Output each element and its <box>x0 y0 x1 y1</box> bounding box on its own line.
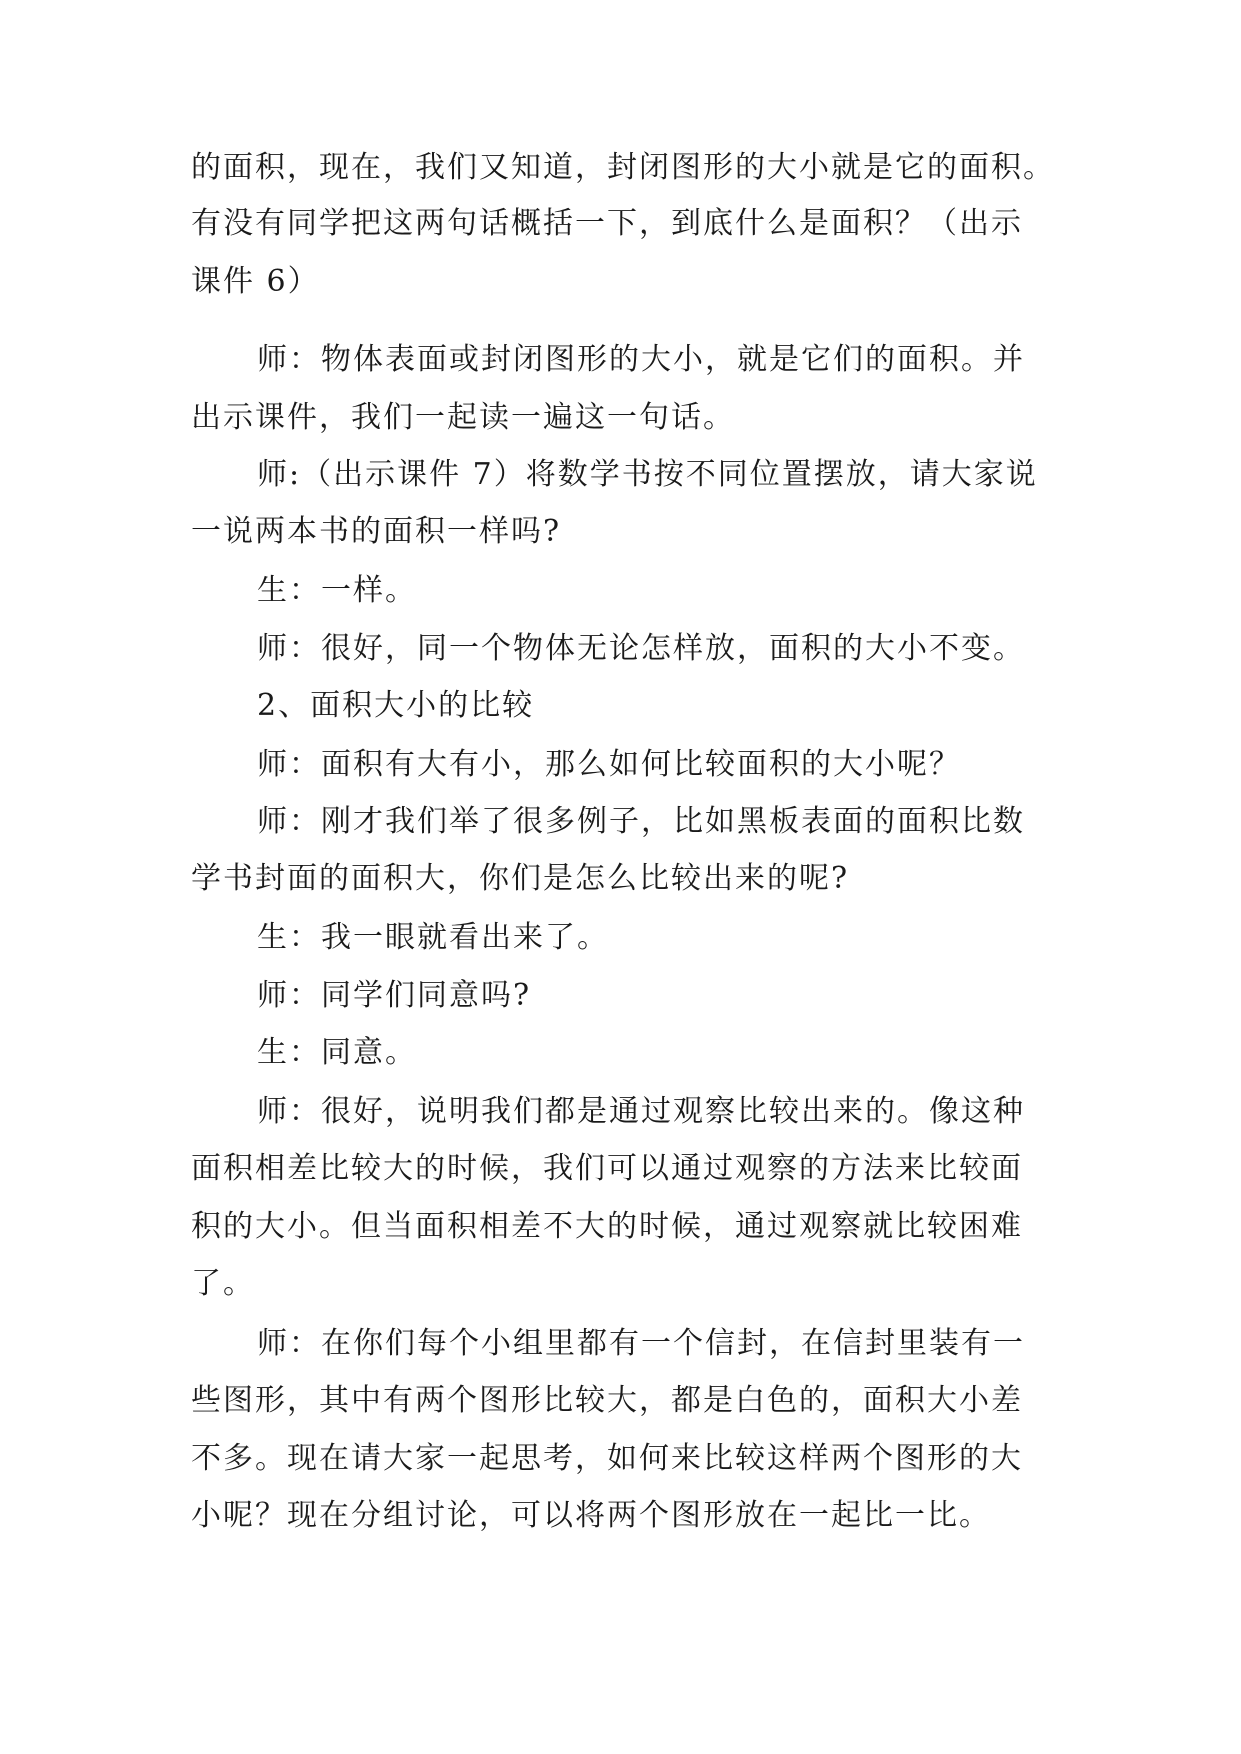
text-line: 有没有同学把这两句话概括一下，到底什么是面积？（出示 <box>191 206 1023 241</box>
text-line: 师：在你们每个小组里都有一个信封，在信封里装有一 <box>257 1326 1025 1361</box>
text-line: 积的大小。但当面积相差不大的时候，通过观察就比较困难 <box>191 1209 1023 1244</box>
text-line: 出示课件，我们一起读一遍这一句话。 <box>191 400 735 435</box>
text-line: 些图形，其中有两个图形比较大，都是白色的，面积大小差 <box>191 1383 1023 1418</box>
text-line: 了。 <box>191 1266 255 1301</box>
text-line: 师：物体表面或封闭图形的大小，就是它们的面积。并 <box>257 342 1025 377</box>
text-line: 师：同学们同意吗? <box>257 978 532 1013</box>
text-line: 师：很好，说明我们都是通过观察比较出来的。像这种 <box>257 1094 1025 1129</box>
text-line: 小呢？现在分组讨论，可以将两个图形放在一起比一比。 <box>191 1498 991 1533</box>
text-line: 师:（出示课件 7）将数学书按不同位置摆放，请大家说 <box>257 457 1038 492</box>
text-line: 生：一样。 <box>257 573 417 608</box>
text-line: 生：同意。 <box>257 1035 417 1070</box>
text-line: 面积相差比较大的时候，我们可以通过观察的方法来比较面 <box>191 1151 1023 1186</box>
text-line: 生：我一眼就看出来了。 <box>257 920 609 955</box>
text-line: 师：刚才我们举了很多例子，比如黑板表面的面积比数 <box>257 804 1025 839</box>
text-line: 师：很好，同一个物体无论怎样放，面积的大小不变。 <box>257 631 1025 666</box>
text-line: 学书封面的面积大，你们是怎么比较出来的呢? <box>191 861 850 896</box>
text-line: 师：面积有大有小，那么如何比较面积的大小呢？ <box>257 747 961 782</box>
text-line: 2、面积大小的比较 <box>257 688 535 723</box>
text-line: 课件 6） <box>191 264 320 299</box>
text-line: 一说两本书的面积一样吗? <box>191 514 562 549</box>
text-line: 不多。现在请大家一起思考，如何来比较这样两个图形的大 <box>191 1441 1023 1476</box>
text-line: 的面积，现在，我们又知道，封闭图形的大小就是它的面积。 <box>191 150 1055 185</box>
